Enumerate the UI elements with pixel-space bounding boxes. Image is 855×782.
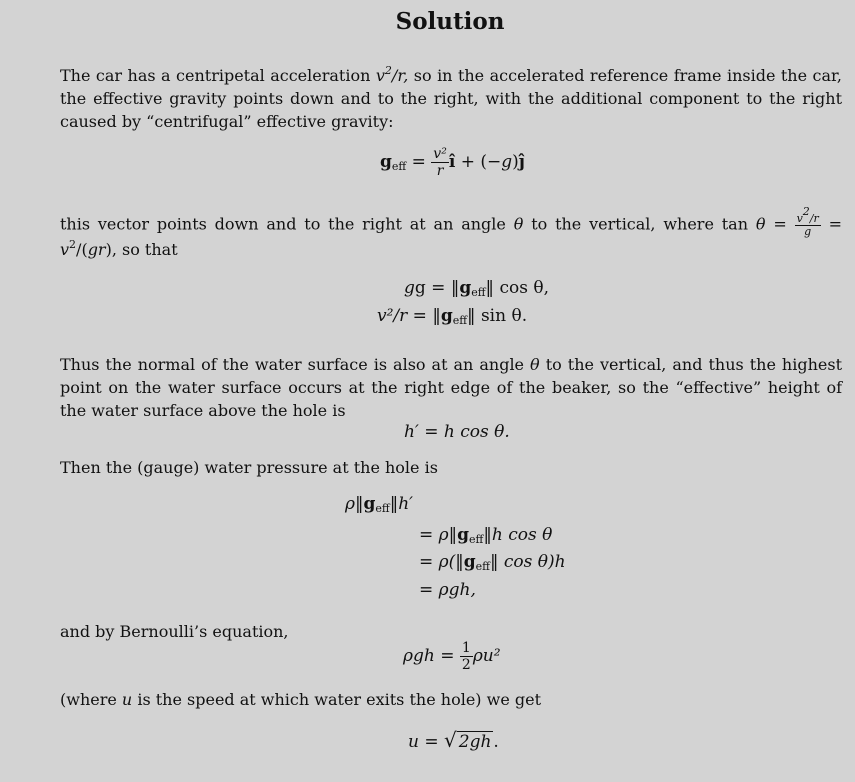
i-hat: î <box>448 152 456 172</box>
equation-final-speed: u = √ 2gh . <box>408 728 499 752</box>
equation-pressure-line2: = $\rho‖g_{eff}‖h$ cos θ <box>419 525 553 546</box>
equation-pressure-line1: $\rho‖g_{eff}‖h'$ <box>345 494 414 515</box>
equation-pressure-line3: = $\rho(‖g_{eff}‖$ cos θ)h <box>419 552 566 573</box>
paragraph-pressure: Then the (gauge) water pressure at the hole is <box>60 458 438 477</box>
intro-text-2: so in the accelerated reference frame inside the car, the effective gravity points down and to the right, with the additional component to the right caused by “centrifugal” effective gravity: <box>60 66 843 131</box>
equation-bernoulli: ρgh = $\frac{1}{2}$ ρu² <box>403 640 501 673</box>
paragraph-bernoulli: and by Bernoulli’s equation, <box>60 622 289 641</box>
j-hat: ĵ <box>518 152 525 172</box>
equation-g-cos: gg = $‖g_{eff}‖$ cos θ, <box>404 278 549 299</box>
paragraph-normal: Thus the normal of the water surface is also at an angle θ to the vertical, and thus the highest point on the water surface occurs at the right edge of the beaker, so the “effective” height of the water surface above the hole is <box>60 355 842 420</box>
tan-fraction: $\frac{v^2/r}{g}$ <box>796 205 819 238</box>
half-fraction: $\frac{1}{2}$ <box>461 640 471 673</box>
sqrt-symbol: √ <box>444 728 457 752</box>
equation-h-prime: h′ = h cos θ. <box>404 422 510 442</box>
equation-v2r-sin: $v^2/r = ‖g_{eff}‖$ sin θ. <box>377 306 528 327</box>
eff-subscript: eff <box>391 160 407 173</box>
paragraph-angle: this vector points down and to the right at an angle θ to the vertical, where tan θ = $\frac{v^2/r}{g}$ = $v^2/(gr)$, so that <box>60 205 842 259</box>
equation-pressure-line4: = ρgh, <box>419 580 476 600</box>
g-eff-symbol: g <box>380 152 392 172</box>
centripetal-expr: $v^2/r$, <box>375 64 409 85</box>
page-title: Solution <box>395 8 505 35</box>
intro-text-1: The car has a centripetal acceleration <box>60 66 371 85</box>
paragraph-intro <box>60 64 842 133</box>
v2-over-r-fraction: $\frac{\text{v²}}{r}$ <box>433 146 447 179</box>
paragraph-where: (where u is the speed at which water exits the hole) we get <box>60 690 542 709</box>
equation-g-eff: $g_{eff}$ = $\frac{\text{v²}}{r}$ î + (−g)ĵ <box>380 146 525 179</box>
